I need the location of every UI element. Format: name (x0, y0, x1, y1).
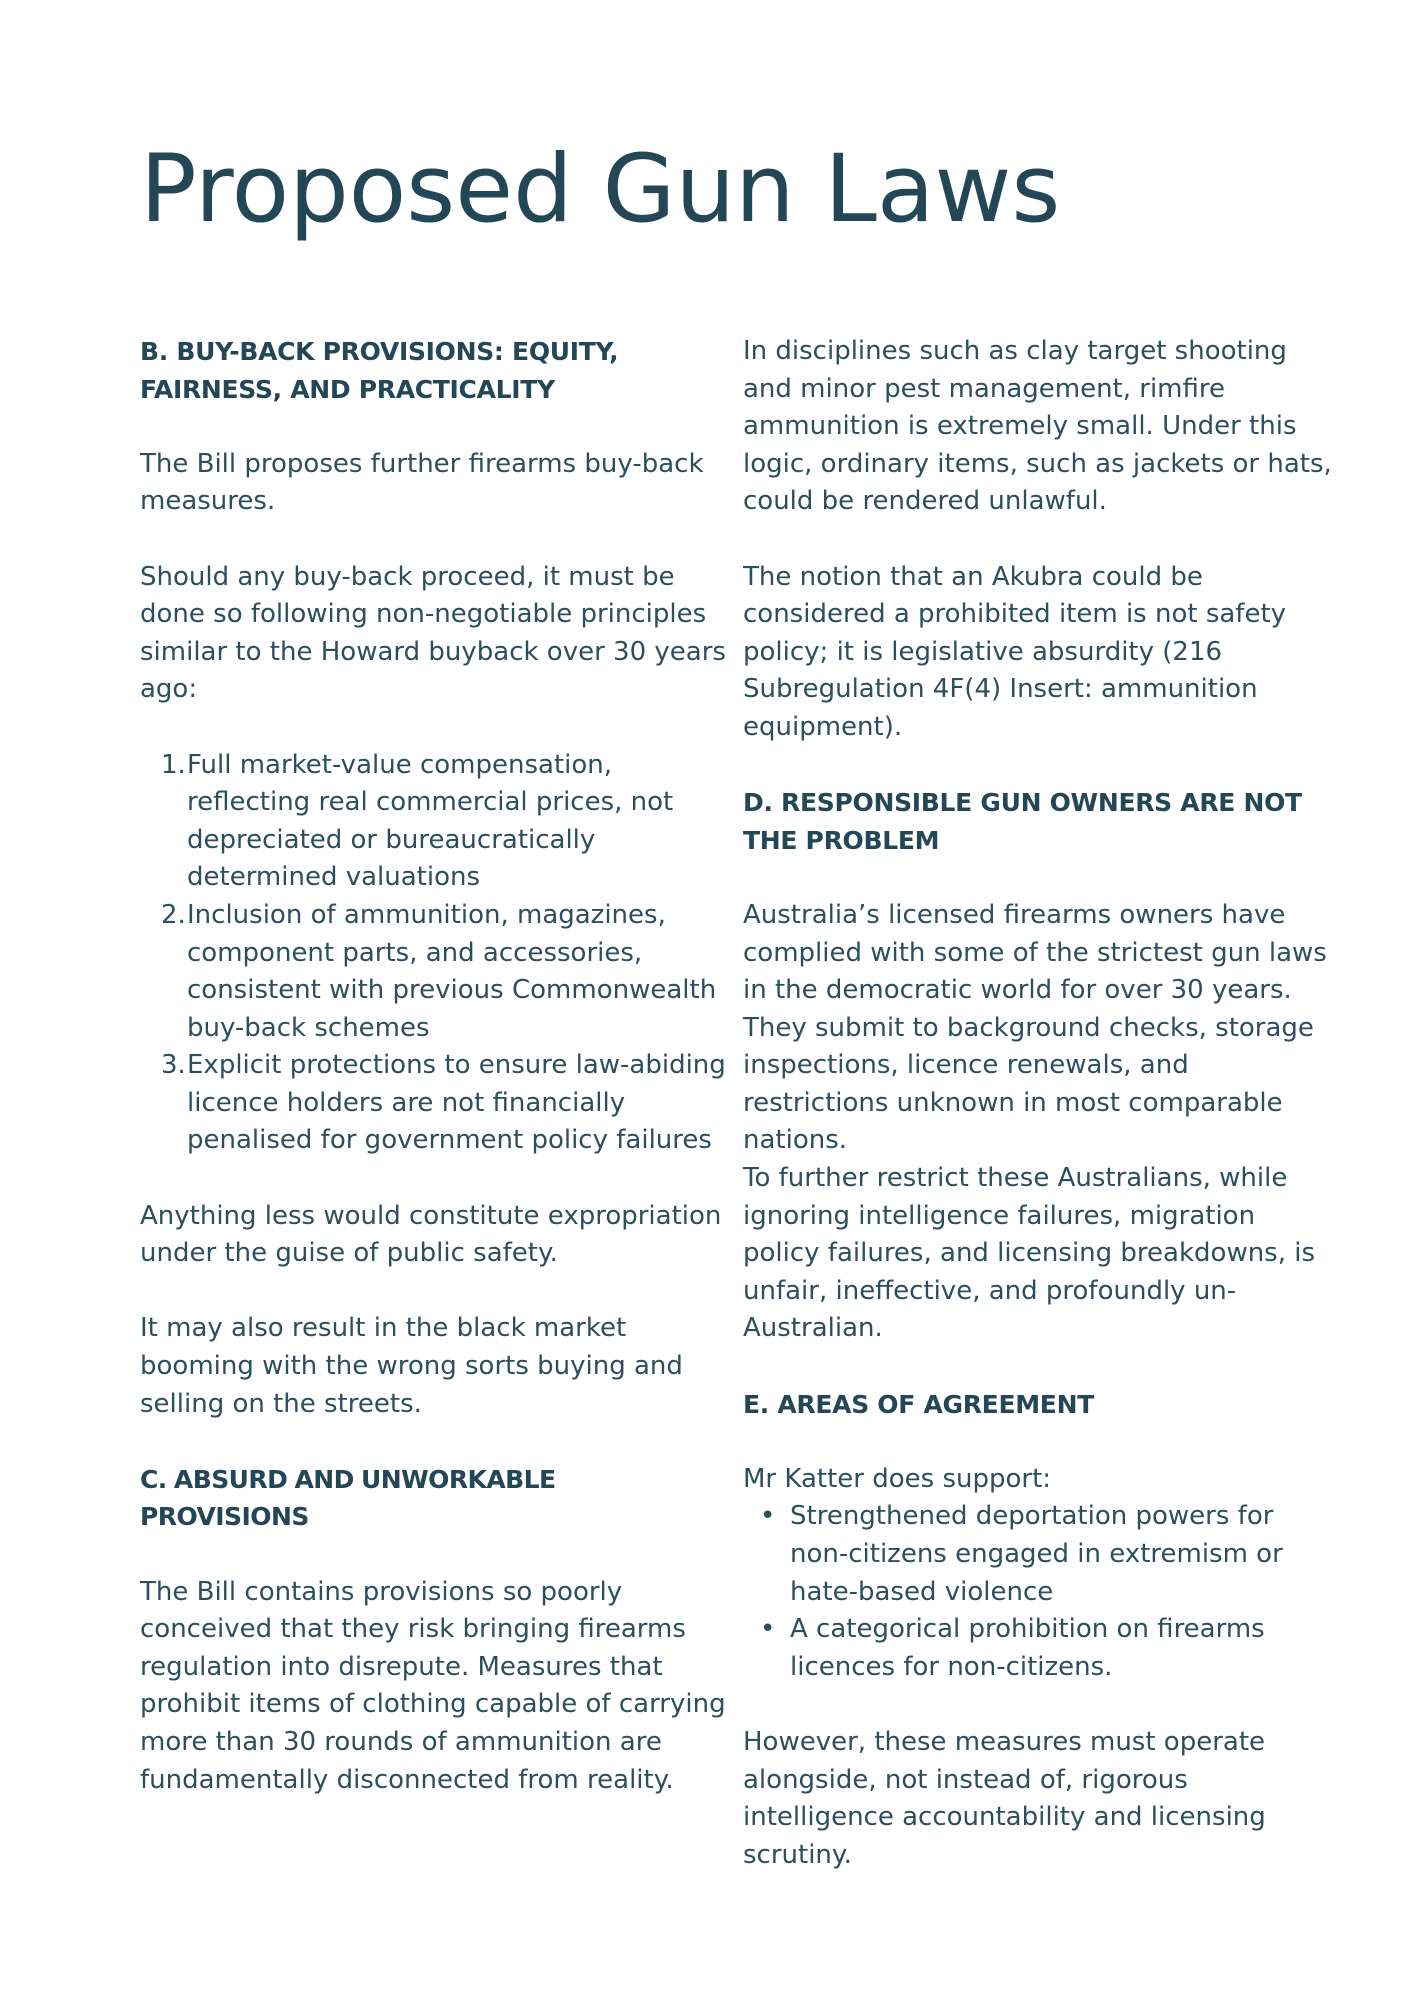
section-b-heading (140, 333, 730, 408)
section-c-paragraph: In disciplines such as clay target shooting and minor pest management, rimfire ammunition is extremely small. Under this logic, ordinary items, such as jackets or hats, could be rendered unlawful. (743, 336, 1332, 517)
section-d-heading (743, 784, 1333, 859)
section-b-paragraph: The Bill proposes further firearms buy-back measures. (140, 448, 704, 517)
section-b-paragraph: It may also result in the black market booming with the wrong sorts buying and selling on the streets. (140, 1313, 683, 1419)
list-item (161, 1047, 730, 1160)
list-item-text: Full market-value compensation, reflecting real commercial prices, not depreciated or bureaucratically determined valuations (187, 749, 674, 893)
list-item-number: 3. (161, 1050, 186, 1081)
list-item-number: 1. (161, 749, 186, 780)
section-e-intro: Mr Katter does support: (743, 1463, 1052, 1494)
section-d-heading-line1: D. RESPONSIBLE GUN OWNERS ARE NOT (743, 788, 1302, 818)
page-title: Proposed Gun Laws (140, 135, 1061, 244)
list-item-text: Strengthened deportation powers for non-citizens engaged in extremism or hate-based violence (790, 1501, 1283, 1607)
section-b-paragraph: Anything less would constitute expropriation under the guise of public safety. (140, 1200, 722, 1269)
list-item (760, 1611, 1333, 1686)
section-e-paragraph: However, these measures must operate alongside, not instead of, rigorous intelligence accountability and licensing scrutiny. (743, 1726, 1266, 1870)
section-d-paragraph: Australia’s licensed firearms owners have complied with some of the strictest gun laws in the democratic world for over 30 years. They submit to background checks, storage inspections, licence renewals, and restrictions unknown in most comparable nations. (743, 899, 1327, 1156)
right-column (743, 333, 1333, 1874)
list-item (161, 747, 730, 897)
list-item-text: Inclusion of ammunition, magazines, component parts, and accessories, consistent with previous Commonwealth buy-back schemes (187, 899, 717, 1043)
list-item-text: A categorical prohibition on firearms licences for non-citizens. (790, 1614, 1265, 1682)
bullet-icon: • (760, 1501, 776, 1532)
list-item-text: Explicit protections to ensure law-abiding licence holders are not financially penalised for government policy failures (187, 1050, 726, 1156)
list-item-number: 2. (161, 899, 186, 930)
list-item (760, 1498, 1333, 1611)
bullet-icon: • (760, 1614, 776, 1645)
list-item (161, 897, 730, 1047)
section-b-heading-line1: B. BUY-BACK PROVISIONS: EQUITY, (140, 337, 619, 366)
section-b-heading-line2: FAIRNESS, AND PRACTICALITY (140, 374, 555, 404)
section-e-heading: E. AREAS OF AGREEMENT (743, 1389, 1094, 1419)
section-c-paragraph: The Bill contains provisions so poorly conceived that they risk bringing firearms regulation into disrepute. Measures that prohibit items of clothing capable of carrying more than 30 rounds of ammunition are fundamentally disconnected from reality. (140, 1576, 726, 1795)
section-c-heading: C. ABSURD AND UNWORKABLE PROVISIONS (140, 1464, 556, 1532)
agreement-list (743, 1498, 1333, 1686)
buyback-principles-list (140, 747, 730, 1161)
section-c-paragraph: The notion that an Akubra could be considered a prohibited item is not safety policy; it is legislative absurdity (216 Subregulation 4F(4) Insert: ammunition equipment). (743, 561, 1287, 742)
section-d-paragraph: To further restrict these Australians, while ignoring intelligence failures, migration policy failures, and licensing breakdowns, is unfair, ineffective, and profoundly un-Australian. (743, 1163, 1316, 1344)
section-b-paragraph: Should any buy-back proceed, it must be done so following non-negotiable principles similar to the Howard buyback over 30 years ago: (140, 561, 726, 705)
section-d-heading-line2: THE PROBLEM (743, 825, 940, 855)
left-column (140, 333, 730, 1799)
